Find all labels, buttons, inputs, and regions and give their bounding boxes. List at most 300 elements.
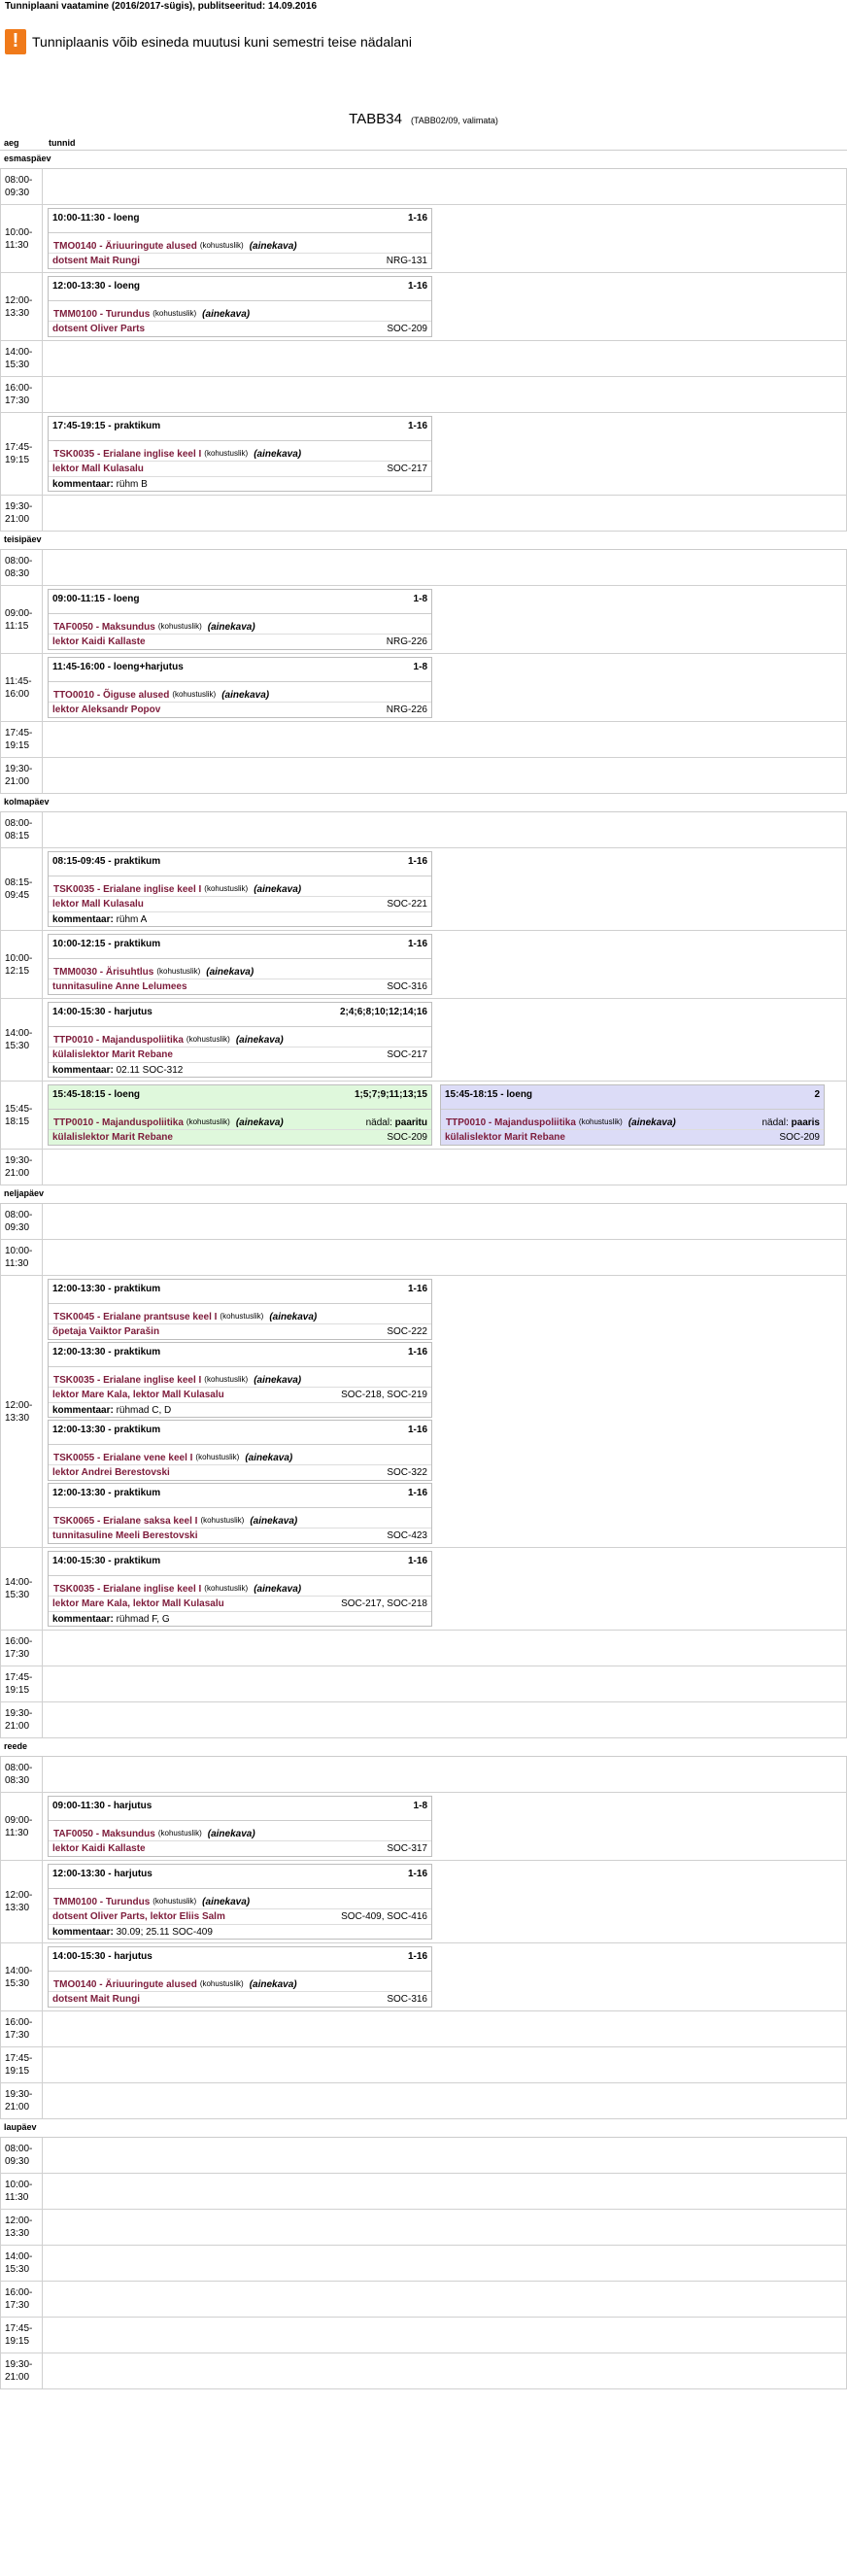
subject-status: (kohustuslik) (199, 1979, 244, 1988)
subject-status: (kohustuslik) (186, 1117, 230, 1126)
lesson-weeks: 1-16 (407, 1425, 427, 1435)
slot-time: 08:00- 09:30 (0, 2138, 43, 2173)
lesson-time-type: 14:00-15:30 - praktikum (52, 1556, 161, 1566)
lesson-header (49, 209, 431, 228)
comment-text: rühmad F, G (113, 1614, 170, 1625)
lesson-time-type: 12:00-13:30 - praktikum (52, 1488, 161, 1498)
slot-time: 14:00- 15:30 (0, 999, 43, 1081)
teacher-link[interactable]: lektor Andrei Berestovski (52, 1467, 170, 1478)
lesson-time-type: 14:00-15:30 - harjutus (52, 1951, 152, 1962)
time-slot-row (0, 169, 847, 205)
slot-content (43, 413, 847, 495)
lesson-subject (49, 1303, 431, 1323)
slot-time: 08:00- 08:15 (0, 812, 43, 847)
lesson-weeks: 1-16 (407, 1347, 427, 1357)
week-parity-value: paaris (791, 1117, 820, 1128)
syllabus-link[interactable]: (ainekava) (249, 241, 297, 252)
teacher-link[interactable]: lektor Kaidi Kallaste (52, 636, 146, 647)
time-slot-row (0, 2138, 847, 2174)
slot-content (43, 1861, 847, 1942)
lesson-weeks: 1-16 (407, 1556, 427, 1566)
subject-link[interactable]: TAF0050 - Maksundus (53, 622, 155, 633)
lesson-weeks: 1-16 (407, 1284, 427, 1294)
syllabus-link[interactable]: (ainekava) (254, 884, 302, 895)
day-label: reede (0, 1738, 847, 1757)
syllabus-link[interactable]: (ainekava) (249, 1979, 297, 1990)
lesson-card[interactable] (48, 589, 432, 650)
time-slot-row (0, 586, 847, 654)
day-label: esmaspäev (0, 151, 847, 169)
slot-content (43, 2011, 847, 2046)
subject-status: (kohustuslik) (200, 1516, 245, 1525)
slot-time: 16:00- 17:30 (0, 1631, 43, 1666)
syllabus-link[interactable]: (ainekava) (245, 1453, 293, 1463)
slot-content (43, 2174, 847, 2209)
slot-time: 17:45- 19:15 (0, 1666, 43, 1701)
subject-link[interactable]: TMO0140 - Äriuuringute alused (53, 241, 197, 252)
comment-text: rühm B (113, 479, 148, 490)
day-rows (0, 812, 847, 1185)
comment-label: kommentaar: (52, 1405, 114, 1416)
syllabus-link[interactable]: (ainekava) (207, 1829, 255, 1839)
syllabus-link[interactable]: (ainekava) (269, 1312, 318, 1322)
lesson-subject (49, 1366, 431, 1387)
syllabus-link[interactable]: (ainekava) (250, 1516, 298, 1527)
slot-time: 16:00- 17:30 (0, 377, 43, 412)
subject-status: (kohustuslik) (220, 1312, 264, 1321)
slot-content (43, 2318, 847, 2353)
time-slot-row (0, 1793, 847, 1861)
teacher-link[interactable]: tunnitasuline Meeli Berestovski (52, 1530, 198, 1541)
subject-status: (kohustuslik) (204, 1375, 249, 1384)
lesson-card[interactable] (48, 934, 432, 995)
teacher-link[interactable]: külalislektor Marit Rebane (52, 1132, 173, 1143)
slot-content (43, 722, 847, 757)
subject-status: (kohustuslik) (186, 1035, 230, 1044)
lesson-header (49, 1552, 431, 1571)
slot-time: 14:00- 15:30 (0, 2246, 43, 2281)
slot-time: 11:45- 16:00 (0, 654, 43, 721)
time-slot-row (0, 812, 847, 848)
subject-status: (kohustuslik) (157, 1829, 202, 1838)
lesson-teacher-row (49, 1464, 431, 1480)
lesson-subject (49, 1888, 431, 1908)
subject-status: (kohustuslik) (199, 241, 244, 250)
teacher-link[interactable]: lektor Mall Kulasalu (52, 464, 144, 474)
subject-status: (kohustuslik) (152, 1897, 197, 1906)
time-slot-row (0, 1702, 847, 1738)
slot-time: 08:00- 08:30 (0, 1757, 43, 1792)
teacher-link[interactable]: dotsent Oliver Parts, lektor Eliis Salm (52, 1911, 225, 1922)
lesson-time-type: 12:00-13:30 - praktikum (52, 1425, 161, 1435)
lesson-subject (441, 1109, 824, 1129)
slot-time: 16:00- 17:30 (0, 2011, 43, 2046)
slot-content (43, 999, 847, 1081)
teacher-link[interactable]: tunnitasuline Anne Lelumees (52, 981, 187, 992)
lesson-card[interactable] (440, 1084, 825, 1146)
lesson-time-type: 11:45-16:00 - loeng+harjutus (52, 662, 184, 672)
slot-content (43, 2047, 847, 2082)
lesson-weeks: 1-16 (407, 281, 427, 292)
time-slot-row (0, 1082, 847, 1150)
room: NRG-131 (386, 256, 427, 266)
syllabus-link[interactable]: (ainekava) (254, 1584, 302, 1595)
lesson-header (49, 1003, 431, 1022)
slot-content (43, 273, 847, 340)
week-parity-value: paaritu (394, 1117, 427, 1128)
lesson-subject (49, 1444, 431, 1464)
time-slot-row (0, 758, 847, 794)
room: SOC-317 (387, 1843, 427, 1854)
lesson-weeks: 1-16 (407, 421, 427, 431)
teacher-link[interactable]: külalislektor Marit Rebane (52, 1049, 173, 1060)
slot-content (43, 1276, 847, 1547)
slot-time: 12:00- 13:30 (0, 1861, 43, 1942)
teacher-link[interactable]: õpetaja Vaiktor Parašin (52, 1326, 160, 1337)
slot-time: 12:00- 13:30 (0, 273, 43, 340)
slot-time: 19:30- 21:00 (0, 496, 43, 531)
slot-time: 08:00- 09:30 (0, 169, 43, 204)
time-slot-row (0, 1548, 847, 1631)
slot-time: 17:45- 19:15 (0, 2047, 43, 2082)
lesson-header (49, 590, 431, 609)
lesson-weeks: 1-16 (407, 856, 427, 867)
slot-content (43, 1548, 847, 1630)
lesson-card[interactable] (48, 1551, 432, 1627)
lesson-time-type: 14:00-15:30 - harjutus (52, 1007, 152, 1017)
lesson-card[interactable] (48, 1084, 432, 1146)
slot-content (43, 550, 847, 585)
comment-label: kommentaar: (52, 479, 114, 490)
teacher-link[interactable]: dotsent Mait Rungi (52, 256, 140, 266)
slot-time: 19:30- 21:00 (0, 2353, 43, 2388)
lesson-comment (49, 476, 431, 491)
slot-time: 14:00- 15:30 (0, 1548, 43, 1630)
lesson-time-type: 08:15-09:45 - praktikum (52, 856, 161, 867)
lesson-card[interactable] (48, 1864, 432, 1940)
slot-content (43, 1082, 847, 1149)
lesson-header (49, 1085, 431, 1105)
lesson-weeks: 1-16 (407, 939, 427, 949)
time-slot-row (0, 2210, 847, 2246)
schedule (0, 151, 847, 2389)
slot-content (43, 2282, 847, 2317)
lesson-card[interactable] (48, 208, 432, 269)
day-rows (0, 2138, 847, 2389)
lesson-time-type: 09:00-11:30 - harjutus (52, 1801, 152, 1811)
lesson-subject (49, 440, 431, 461)
time-slot-row (0, 1240, 847, 1276)
room: SOC-217, SOC-218 (341, 1598, 427, 1609)
subject-link[interactable]: TSK0045 - Erialane prantsuse keel I (53, 1312, 218, 1322)
teacher-link[interactable]: lektor Aleksandr Popov (52, 704, 161, 715)
subject-status: (kohustuslik) (578, 1117, 623, 1126)
time-slot-row (0, 1757, 847, 1793)
lesson-subject (49, 1575, 431, 1596)
time-slot-row (0, 496, 847, 532)
time-slot-row (0, 1666, 847, 1702)
time-slot-row (0, 1943, 847, 2011)
teacher-link[interactable]: lektor Mall Kulasalu (52, 899, 144, 910)
time-slot-row (0, 550, 847, 586)
lesson-subject (49, 1507, 431, 1528)
slot-content (43, 1943, 847, 2010)
subject-link[interactable]: TMO0140 - Äriuuringute alused (53, 1979, 197, 1990)
day-rows (0, 1757, 847, 2119)
slot-content (43, 341, 847, 376)
subject-link[interactable]: TSK0055 - Erialane vene keel I (53, 1453, 193, 1463)
syllabus-link[interactable]: (ainekava) (627, 1117, 676, 1128)
comment-label: kommentaar: (52, 1065, 114, 1076)
time-slot-row (0, 1150, 847, 1185)
room: SOC-217 (387, 464, 427, 474)
day-rows (0, 550, 847, 794)
slot-content (43, 2138, 847, 2173)
time-slot-row (0, 413, 847, 496)
syllabus-link[interactable]: (ainekava) (206, 967, 254, 978)
lesson-weeks: 1-8 (413, 594, 427, 604)
lesson-teacher-row (49, 634, 431, 649)
syllabus-link[interactable]: (ainekava) (202, 309, 251, 320)
slot-content (43, 1702, 847, 1737)
syllabus-link[interactable]: (ainekava) (221, 690, 270, 701)
time-slot-row (0, 2174, 847, 2210)
parallel-lessons (48, 1084, 844, 1146)
week-parity-label: nädal: (762, 1117, 792, 1128)
comment-label: kommentaar: (52, 1927, 114, 1938)
exclamation-icon: ! (5, 29, 26, 54)
lesson-teacher-row (49, 1840, 431, 1856)
teacher-link[interactable]: külalislektor Marit Rebane (445, 1132, 565, 1143)
subject-link[interactable]: TTP0010 - Majanduspoliitika (446, 1117, 576, 1128)
lesson-header (49, 1343, 431, 1362)
time-slot-row (0, 2246, 847, 2282)
lesson-teacher-row (49, 461, 431, 476)
lesson-time-type: 10:00-11:30 - loeng (52, 213, 140, 223)
lesson-subject (49, 681, 431, 702)
subject-status: (kohustuslik) (152, 309, 197, 318)
subject-link[interactable]: TTO0010 - Õiguse alused (53, 690, 170, 701)
slot-time: 10:00- 11:30 (0, 205, 43, 272)
slot-content (43, 812, 847, 847)
slot-time: 09:00- 11:30 (0, 1793, 43, 1860)
slot-time: 19:30- 21:00 (0, 2083, 43, 2118)
slot-time: 08:00- 08:30 (0, 550, 43, 585)
room: SOC-221 (387, 899, 427, 910)
room: SOC-217 (387, 1049, 427, 1060)
slot-time: 19:30- 21:00 (0, 1150, 43, 1185)
room: SOC-423 (387, 1530, 427, 1541)
lesson-subject (49, 1820, 431, 1840)
lesson-subject (49, 876, 431, 896)
lesson-header (49, 658, 431, 677)
lesson-subject (49, 300, 431, 321)
lesson-header (49, 1421, 431, 1440)
room: SOC-316 (387, 1994, 427, 2005)
lesson-card[interactable] (48, 416, 432, 492)
room: SOC-322 (387, 1467, 427, 1478)
lesson-time-type: 12:00-13:30 - loeng (52, 281, 141, 292)
lesson-comment (49, 1062, 431, 1077)
lesson-weeks: 1-8 (413, 662, 427, 672)
lesson-header (49, 417, 431, 436)
lesson-teacher-row (49, 1908, 431, 1924)
teacher-link[interactable]: dotsent Mait Rungi (52, 1994, 140, 2005)
subject-status: (kohustuslik) (156, 967, 201, 976)
subject-link[interactable]: TAF0050 - Maksundus (53, 1829, 155, 1839)
lesson-weeks: 1-16 (407, 1488, 427, 1498)
time-slot-row (0, 1631, 847, 1666)
lesson-weeks: 2;4;6;8;10;12;14;16 (339, 1007, 427, 1017)
comment-text: 30.09; 25.11 SOC-409 (113, 1927, 213, 1938)
slot-content (43, 496, 847, 531)
column-lessons: tunnid (49, 138, 76, 148)
lesson-header (49, 1484, 431, 1503)
lesson-card[interactable] (48, 1946, 432, 2008)
lesson-teacher-row (49, 896, 431, 911)
time-slot-row (0, 654, 847, 722)
teacher-link[interactable]: lektor Mare Kala, lektor Mall Kulasalu (52, 1390, 224, 1400)
syllabus-link[interactable]: (ainekava) (207, 622, 255, 633)
lesson-card[interactable] (48, 276, 432, 337)
lesson-weeks: 1;5;7;9;11;13;15 (354, 1089, 427, 1100)
time-slot-row (0, 2047, 847, 2083)
slot-content (43, 377, 847, 412)
slot-content (43, 2083, 847, 2118)
syllabus-link[interactable]: (ainekava) (202, 1897, 251, 1907)
lesson-weeks: 1-16 (407, 213, 427, 223)
lesson-time-type: 15:45-18:15 - loeng (445, 1089, 533, 1100)
lesson-time-type: 15:45-18:15 - loeng (52, 1089, 141, 1100)
comment-label: kommentaar: (52, 1614, 114, 1625)
lesson-card[interactable] (48, 851, 432, 927)
day-label: kolmapäev (0, 794, 847, 812)
lesson-header (49, 1947, 431, 1967)
lesson-subject (49, 958, 431, 979)
lesson-time-type: 17:45-19:15 - praktikum (52, 421, 161, 431)
subject-link[interactable]: TSK0035 - Erialane inglise keel I (53, 1584, 202, 1595)
slot-time: 17:45- 19:15 (0, 722, 43, 757)
lesson-card[interactable] (48, 1342, 432, 1418)
subject-link[interactable]: TSK0035 - Erialane inglise keel I (53, 449, 202, 460)
lesson-subject (49, 1971, 431, 1991)
time-slot-row (0, 273, 847, 341)
time-slot-row (0, 205, 847, 273)
page-subtitle: (TABB02/09, valimata) (410, 116, 498, 125)
subject-status: (kohustuslik) (172, 690, 217, 699)
lesson-time-type: 10:00-12:15 - praktikum (52, 939, 161, 949)
subject-status: (kohustuslik) (204, 1584, 249, 1593)
lesson-card[interactable] (48, 1279, 432, 1340)
day-label: teisipäev (0, 532, 847, 550)
slot-time: 17:45- 19:15 (0, 2318, 43, 2353)
subject-link[interactable]: TSK0035 - Erialane inglise keel I (53, 884, 202, 895)
room: NRG-226 (386, 704, 427, 715)
slot-content (43, 1631, 847, 1666)
slot-content (43, 2210, 847, 2245)
lesson-teacher-row (49, 702, 431, 717)
lesson-header (49, 852, 431, 872)
week-parity (762, 1117, 821, 1129)
lesson-teacher-row (49, 1528, 431, 1543)
lesson-comment (49, 911, 431, 926)
subject-link[interactable]: TTP0010 - Majanduspoliitika (53, 1035, 184, 1046)
slot-time: 14:00- 15:30 (0, 1943, 43, 2010)
subject-status: (kohustuslik) (195, 1453, 240, 1461)
teacher-link[interactable]: dotsent Oliver Parts (52, 324, 146, 334)
subject-link[interactable]: TSK0035 - Erialane inglise keel I (53, 1375, 202, 1386)
room: SOC-209 (387, 324, 427, 334)
comment-text: 02.11 SOC-312 (113, 1065, 184, 1076)
slot-content (43, 654, 847, 721)
lesson-comment (49, 1611, 431, 1626)
lesson-teacher-row (49, 253, 431, 268)
syllabus-link[interactable]: (ainekava) (254, 1375, 302, 1386)
lesson-teacher-row (49, 979, 431, 994)
slot-content (43, 169, 847, 204)
teacher-link[interactable]: lektor Mare Kala, lektor Mall Kulasalu (52, 1598, 224, 1609)
day-label: neljapäev (0, 1185, 847, 1204)
slot-time: 14:00- 15:30 (0, 341, 43, 376)
lesson-header (49, 277, 431, 296)
time-slot-row (0, 341, 847, 377)
time-slot-row (0, 1861, 847, 1943)
syllabus-link[interactable]: (ainekava) (235, 1035, 284, 1046)
subject-link[interactable]: TTP0010 - Majanduspoliitika (53, 1117, 184, 1128)
time-slot-row (0, 2318, 847, 2353)
syllabus-link[interactable]: (ainekava) (254, 449, 302, 460)
room: SOC-409, SOC-416 (341, 1911, 427, 1922)
time-slot-row (0, 848, 847, 931)
subject-status: (kohustuslik) (157, 622, 202, 631)
lesson-card[interactable] (48, 1483, 432, 1544)
lesson-comment (49, 1402, 431, 1417)
room: SOC-316 (387, 981, 427, 992)
teacher-link[interactable]: lektor Kaidi Kallaste (52, 1843, 146, 1854)
lesson-card[interactable] (48, 1796, 432, 1857)
lesson-time-type: 12:00-13:30 - praktikum (52, 1347, 161, 1357)
time-slot-row (0, 999, 847, 1082)
lesson-teacher-row (49, 1991, 431, 2007)
lesson-teacher-row (49, 1047, 431, 1062)
lesson-teacher-row (49, 1387, 431, 1402)
comment-text: rühm A (113, 914, 148, 925)
subject-link[interactable]: TMM0100 - Turundus (53, 309, 151, 320)
slot-content (43, 1666, 847, 1701)
lesson-card[interactable] (48, 657, 432, 718)
slot-time: 16:00- 17:30 (0, 2282, 43, 2317)
room: SOC-218, SOC-219 (341, 1390, 427, 1400)
subject-link[interactable]: TSK0065 - Erialane saksa keel I (53, 1516, 198, 1527)
time-slot-row (0, 1204, 847, 1240)
slot-time: 12:00- 13:30 (0, 2210, 43, 2245)
room: SOC-209 (779, 1132, 820, 1143)
lesson-weeks: 1-16 (407, 1869, 427, 1879)
lesson-card[interactable] (48, 1420, 432, 1481)
syllabus-link[interactable]: (ainekava) (235, 1117, 284, 1128)
subject-link[interactable]: TMM0100 - Turundus (53, 1897, 151, 1907)
column-time: aeg (4, 138, 19, 148)
lesson-card[interactable] (48, 1002, 432, 1078)
subject-link[interactable]: TMM0030 - Ärisuhtlus (53, 967, 154, 978)
page-title: TABB34 (349, 111, 402, 127)
slot-content (43, 1204, 847, 1239)
lesson-header (49, 1865, 431, 1884)
subject-status: (kohustuslik) (204, 884, 249, 893)
subject-status: (kohustuslik) (204, 449, 249, 458)
time-slot-row (0, 2083, 847, 2119)
day-rows (0, 169, 847, 532)
